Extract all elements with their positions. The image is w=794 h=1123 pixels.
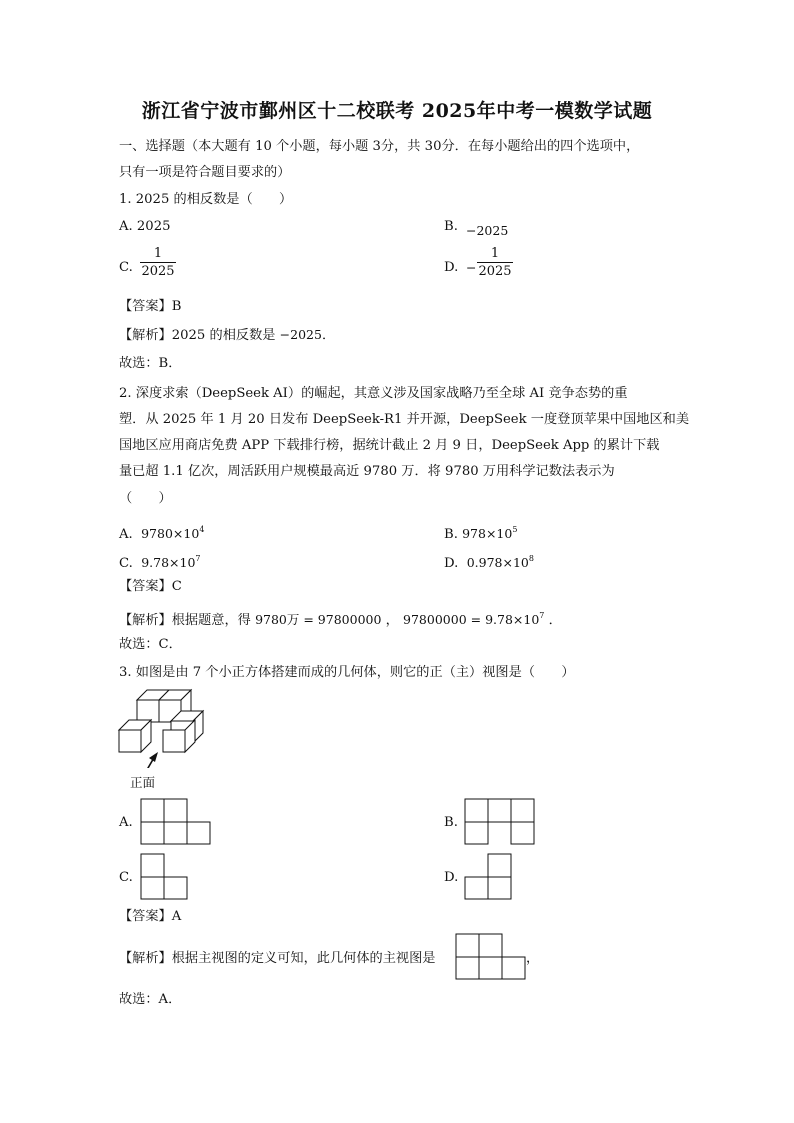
q1-option-b-value: −2025 [466, 223, 509, 238]
q1-analysis [119, 322, 335, 349]
analysis-text: 根据主视图的定义可知，此几何体的主视图是 [171, 951, 436, 966]
analysis-math: −2025 [279, 327, 322, 342]
q3-option-c-figure [140, 853, 190, 901]
option-label: C. [119, 556, 133, 571]
q3-option-b-figure [464, 798, 536, 846]
q2-option-b [444, 517, 517, 548]
q3-answer: 【答案】A [119, 909, 182, 924]
q2-option-a [119, 517, 204, 548]
option-math: 0.978×10 [466, 555, 529, 570]
analysis-exponent: 7 [539, 611, 545, 620]
q1-option-c-label: C. [119, 260, 133, 275]
page-title: 浙江省宁波市鄞州区十二校联考 2025年中考一模数学试题 [141, 100, 653, 122]
q3-option-c-label: C. [119, 870, 133, 885]
analysis-label: 【解析】 [119, 951, 172, 966]
q3-option-a-figure [140, 798, 212, 846]
q3-stem: 3. 如图是由 7 个小正方体搭建而成的几何体，则它的正（主）视图是（ ） [119, 665, 575, 680]
q2-stem-line4: 量已超 1.1 亿次，周活跃用户规模最高近 9780 万．将 9780 万用科学记数法表示为 [119, 464, 615, 479]
q2-stem-line3: 国地区应用商店免费 APP 下载排行榜，据统计截止 2 月 9 日，DeepSeek App 的累计下载 [119, 438, 660, 453]
fraction-denominator: 2025 [141, 264, 175, 279]
q2-stem-line1: 2. 深度求索（DeepSeek AI）的崛起，其意义涉及国家战略乃至全球 AI 竞争态势的重 [119, 386, 628, 401]
option-label: B. [444, 527, 458, 542]
q1-stem: 1. 2025 的相反数是（ ） [119, 192, 293, 207]
option-exponent: 4 [199, 525, 205, 534]
option-math: 9.78×10 [141, 555, 196, 570]
q3-option-d-figure [464, 853, 514, 901]
analysis-end: ． [548, 613, 562, 628]
option-math: 978×10 [462, 526, 513, 541]
q2-stem-line2: 塑．从 2025 年 1 月 20 日发布 DeepSeek-R1 并开源，DeepSeek 一度登顶苹果中国地区和美 [119, 412, 690, 427]
q1-option-d-label: D. [444, 260, 459, 275]
analysis-math-2: 97800000 = 9.78×10 [403, 612, 540, 627]
q3-option-d-label: D. [444, 870, 459, 885]
q1-option-c-fraction [140, 246, 176, 281]
option-exponent: 8 [528, 554, 534, 563]
analysis-label: 【解析】 [119, 613, 172, 628]
q3-analysis-end: ， [526, 951, 540, 966]
fraction-numerator: 1 [490, 246, 500, 261]
option-label: A. [119, 527, 133, 542]
analysis-math-1: 9780万 = 97800000 [255, 612, 382, 627]
analysis-label: 【解析】 [119, 328, 172, 343]
q3-analysis-figure [455, 933, 527, 981]
cube-stack-figure [115, 688, 215, 768]
q3-result: 故选：A． [119, 992, 182, 1007]
fraction-numerator: 1 [153, 246, 163, 261]
q1-answer: 【答案】B [119, 299, 182, 314]
q2-analysis [119, 603, 562, 634]
option-label: D. [444, 556, 459, 571]
q2-option-d [444, 546, 534, 577]
option-exponent: 7 [195, 554, 201, 563]
fraction-denominator: 2025 [478, 264, 512, 279]
option-exponent: 5 [512, 525, 518, 534]
q2-result: 故选：C． [119, 637, 182, 652]
q3-option-b-label: B. [444, 815, 458, 830]
section-instruction-line2: 只有一项是符合题目要求的） [119, 165, 291, 180]
q2-stem-line5: （ ） [119, 491, 172, 506]
analysis-separator: ， [385, 613, 399, 628]
section-instruction-line1: 一、选择题（本大题有 10 个小题，每小题 3分，共 30分．在每小题给出的四个选项中， [119, 139, 640, 154]
q3-analysis-text [119, 946, 436, 972]
q1-option-d-sign: − [466, 260, 477, 275]
q1-result: 故选：B． [119, 356, 182, 371]
q1-option-a: A. 2025 [119, 219, 171, 234]
analysis-end: ． [321, 328, 336, 343]
q1-option-d-fraction [477, 246, 513, 281]
option-math: 9780×10 [141, 526, 200, 541]
front-view-label: 正面 [130, 775, 156, 790]
q2-answer: 【答案】C [119, 579, 182, 594]
q1-option-b-label: B. [444, 219, 458, 234]
analysis-text: 根据题意，得 [171, 613, 251, 628]
q2-option-c [119, 546, 201, 577]
analysis-text: 2025 的相反数是 [171, 328, 276, 343]
q3-option-a-label: A. [119, 815, 133, 830]
